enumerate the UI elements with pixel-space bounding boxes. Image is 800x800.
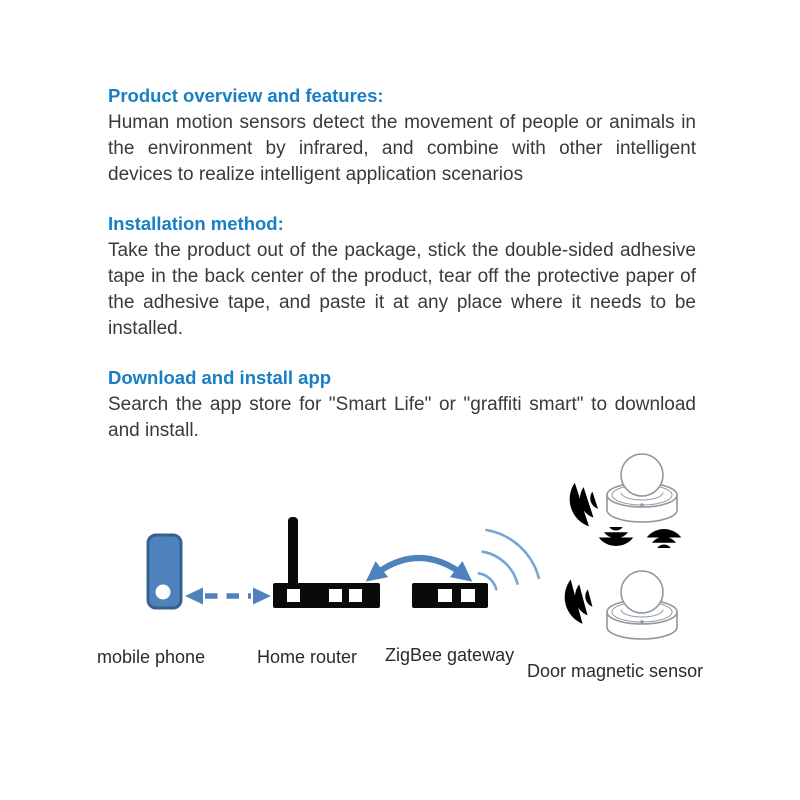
- gateway-signal-waves-icon: [479, 530, 539, 589]
- sensor-pair-downlink-waves-icon: [599, 527, 634, 546]
- router-gateway-link-arrow-icon: [373, 558, 465, 576]
- top-sensor-signal-waves-icon: [564, 478, 602, 530]
- section-installation-method: [108, 212, 696, 342]
- section-product-overview: [108, 84, 696, 188]
- mobile-phone-icon: [148, 535, 181, 608]
- label-door-sensor: Door magnetic sensor: [527, 661, 704, 681]
- label-mobile-phone: mobile phone: [97, 647, 206, 667]
- manual-text: [108, 84, 696, 444]
- zigbee-gateway-icon: [412, 583, 488, 608]
- section-body-download-app: Search the app store for "Smart Life" or "graffiti smart" to download and install.: [108, 394, 696, 441]
- section-heading-download-app: Download and install app: [108, 367, 332, 388]
- section-body-installation-method: Take the product out of the package, stick the double-sided adhesive tape in the back center of the product, tear off the protective paper of the adhesive tape, and paste it at any place where it needs to be installed.: [108, 240, 696, 339]
- label-zigbee-gateway: ZigBee gateway: [385, 645, 515, 665]
- sensor-pair-uplink-waves-icon: [647, 529, 682, 548]
- motion-sensor-top-icon: [607, 454, 677, 522]
- section-body-product-overview: Human motion sensors detect the movement of people or animals in the environment by infrared, and combine with other intelligent devices to realize intelligent application scenarios: [108, 112, 696, 185]
- section-heading-installation-method: Installation method:: [108, 213, 284, 234]
- home-router-icon: [273, 517, 380, 608]
- label-home-router: Home router: [257, 647, 358, 667]
- section-heading-product-overview: Product overview and features:: [108, 85, 384, 106]
- motion-sensor-bottom-icon: [607, 571, 677, 639]
- bottom-sensor-signal-waves-icon: [560, 576, 596, 627]
- section-download-app: [108, 366, 696, 444]
- phone-router-link-arrow-icon: [185, 588, 271, 605]
